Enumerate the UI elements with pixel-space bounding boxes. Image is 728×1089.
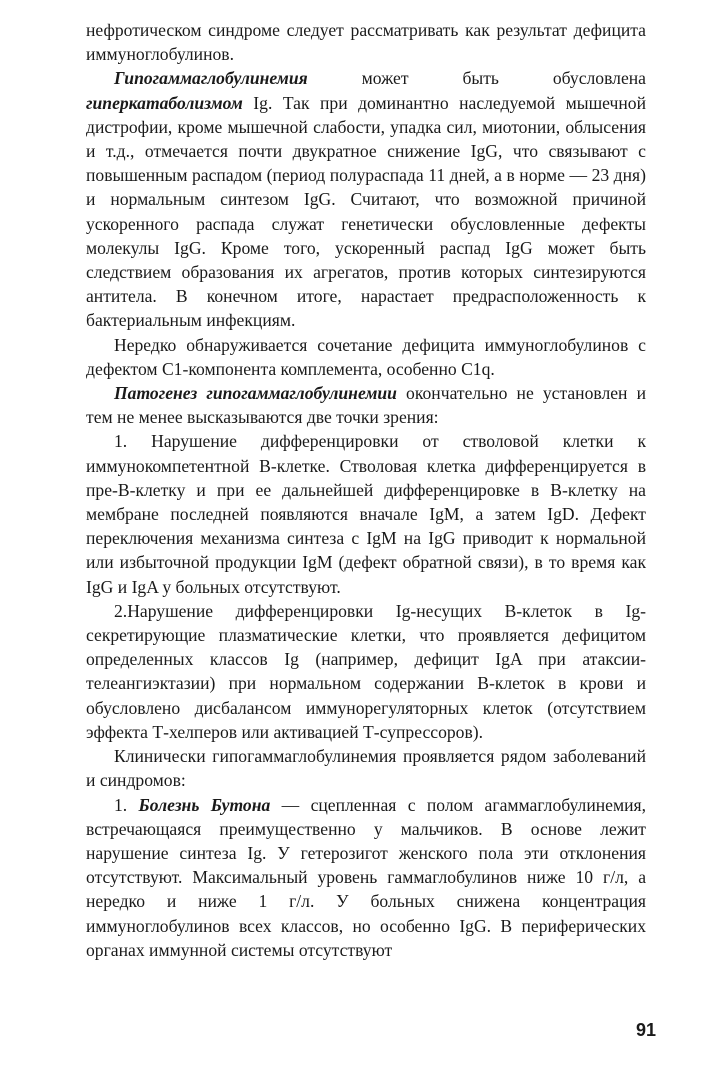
paragraph-text: 2.Нарушение дифференцировки Ig-несущих В-клеток в Ig-секретирующие плазматические клетки, что проявляется дефицитом определенных классов Ig (например, дефицит IgA при атаксии-телеангиэктазии) при нормальном содержании В-клеток в крови и обусловлено дисбалансом иммунорегуляторных клеток (отсутствием эффекта Т-хелперов или активацией Т-супрессоров).: [86, 600, 646, 742]
paragraph-text: Клинически гипогаммаглобулинемия проявляется рядом заболеваний и синдромов:: [86, 746, 646, 791]
list-item-1: [86, 429, 646, 598]
paragraph-text: нефротическом синдроме следует рассматривать как результат дефицита иммуноглобулинов.: [86, 20, 646, 65]
page-body: [86, 18, 646, 962]
paragraph-complement-defect: [86, 333, 646, 381]
paragraph-text: Ig. Так при доминантно наследуемой мышечной дистрофии, кроме мышечной слабости, упадка сил, миотонии, облысения и т.д., отмечается почти двукратное снижение IgG, что связывают с повышенным распадом (период полураспада 11 дней, а в норме — 23 дня) и нормальным синтезом IgG. Считают, что возможной причиной ускоренного распада служат генетически обусловленные дефекты молекулы IgG. Кроме того, ускоренный распад IgG может быть следствием образования их агрегатов, против которых синтезируются антитела. В конечном итоге, нарастает предрасположенность к бактериальным инфекциям.: [86, 92, 646, 331]
list-item-bruton: [86, 793, 646, 962]
term-hypercatabolism: гиперкатаболизмом: [86, 92, 243, 113]
paragraph-clinical: [86, 744, 646, 792]
paragraph-text: — сцепленная с полом агаммаглобулинемия, встречающаяся преимущественно у мальчиков. В основе лежит нарушение синтеза Ig. У гетерозигот женского пола эти отклонения отсутствуют. Максимальный уровень гаммаглобулинов ниже 10 г/л, а нередко и ниже 1 г/л. У больных снижена концентрация иммуноглобулинов всех классов, но особенно IgG. В периферических органах иммунной системы отсутствуют: [86, 794, 647, 960]
list-prefix: 1.: [114, 794, 139, 815]
paragraph-hypogammaglobulinemia: [86, 66, 646, 332]
term-bruton-disease: Болезнь Бутона: [138, 794, 271, 815]
page-number: 91: [635, 1020, 656, 1040]
list-item-2: [86, 599, 646, 744]
paragraph-pathogenesis: [86, 381, 646, 429]
paragraph-text: окончательно не установлен и тем не менее высказываются две точки зрения:: [86, 383, 646, 428]
paragraph-text: может быть обусловлена: [307, 68, 646, 89]
paragraph-continuation: [86, 18, 646, 66]
term-pathogenesis: Патогенез гипогаммаглобулинемии: [114, 383, 397, 404]
paragraph-text: 1. Нарушение дифференцировки от стволовой клетки к иммунокомпетентной В-клетке. Стволовая клетка дифференцируется в пре-В-клетку и при ее дальнейшей дифференцировке в В-клетку на мембране последней появляются вначале IgM, а затем IgD. Дефект переключения механизма синтеза с IgM на IgG приводит к нормальной или избыточной продукции IgM (дефект обратной связи), в то время как IgG и IgA у больных отсутствуют.: [86, 431, 646, 597]
term-hypogammaglobulinemia: Гипогаммаглобулинемия: [114, 68, 308, 89]
paragraph-text: Нередко обнаруживается сочетание дефицита иммуноглобулинов с дефектом C1-компонента комплемента, особенно C1q.: [86, 334, 646, 379]
